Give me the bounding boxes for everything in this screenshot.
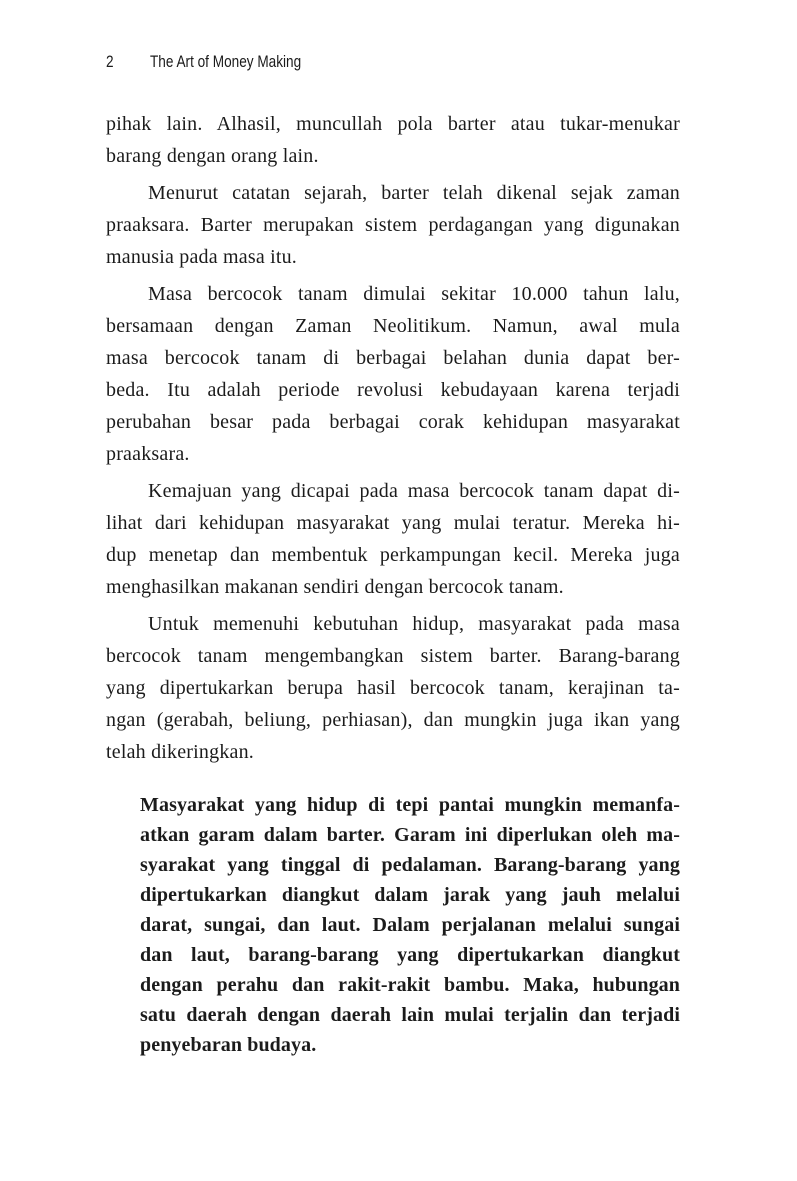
text-line: barang dengan orang lain. (106, 145, 319, 167)
text-line: praaksara. Barter merupakan sistem perdagangan yang digunakan (106, 214, 680, 236)
text-line: ngan (gerabah, beliung, perhiasan), dan mungkin juga ikan yang (106, 709, 680, 731)
text-line: beda. Itu adalah periode revolusi kebudayaan karena terjadi (106, 379, 680, 401)
text-line: dipertukarkan diangkut dalam jarak yang jauh melalui (140, 884, 680, 906)
text-line: dup menetap dan membentuk perkampungan kecil. Mereka juga (106, 544, 680, 566)
body-text (106, 108, 680, 1060)
text-line: dengan perahu dan rakit-rakit bambu. Maka, hubungan (140, 974, 680, 996)
text-line: praaksara. (106, 443, 190, 465)
page-header (106, 52, 301, 72)
paragraph (106, 475, 680, 603)
text-line: atkan garam dalam barter. Garam ini diperlukan oleh ma- (140, 824, 680, 846)
paragraph (106, 177, 680, 273)
text-line: darat, sungai, dan laut. Dalam perjalanan melalui sungai (140, 914, 680, 936)
text-line: Masyarakat yang hidup di tepi pantai mungkin memanfa- (140, 794, 680, 816)
text-line: masa bercocok tanam di berbagai belahan dunia dapat ber- (106, 347, 680, 369)
text-line: penyebaran budaya. (140, 1034, 317, 1056)
text-line: satu daerah dengan daerah lain mulai terjalin dan terjadi (140, 1004, 680, 1026)
text-line: Masa bercocok tanam dimulai sekitar 10.000 tahun lalu, (148, 283, 680, 305)
text-line: Kemajuan yang dicapai pada masa bercocok tanam dapat di- (148, 480, 680, 502)
running-title: The Art of Money Making (150, 52, 302, 71)
text-line: telah dikeringkan. (106, 741, 254, 763)
text-line: bersamaan dengan Zaman Neolitikum. Namun, awal mula (106, 315, 680, 337)
text-line: yang dipertukarkan berupa hasil bercocok tanam, kerajinan ta- (106, 677, 680, 699)
paragraph (106, 108, 680, 172)
paragraph (106, 278, 680, 470)
text-line: menghasilkan makanan sendiri dengan bercocok tanam. (106, 576, 564, 598)
text-line: bercocok tanam mengembangkan sistem barter. Barang-barang (106, 645, 680, 667)
page-number: 2 (106, 52, 114, 71)
paragraph (106, 608, 680, 768)
text-line: lihat dari kehidupan masyarakat yang mulai teratur. Mereka hi- (106, 512, 680, 534)
text-line: Untuk memenuhi kebutuhan hidup, masyarakat pada masa (148, 613, 680, 635)
text-line: syarakat yang tinggal di pedalaman. Barang-barang yang (140, 854, 680, 876)
quote-block (140, 790, 680, 1060)
text-line: pihak lain. Alhasil, muncullah pola barter atau tukar-menukar (106, 113, 680, 135)
text-line: dan laut, barang-barang yang dipertukarkan diangkut (140, 944, 680, 966)
text-line: perubahan besar pada berbagai corak kehidupan masyarakat (106, 411, 680, 433)
text-line: manusia pada masa itu. (106, 246, 298, 268)
text-line: Menurut catatan sejarah, barter telah dikenal sejak zaman (148, 182, 680, 204)
